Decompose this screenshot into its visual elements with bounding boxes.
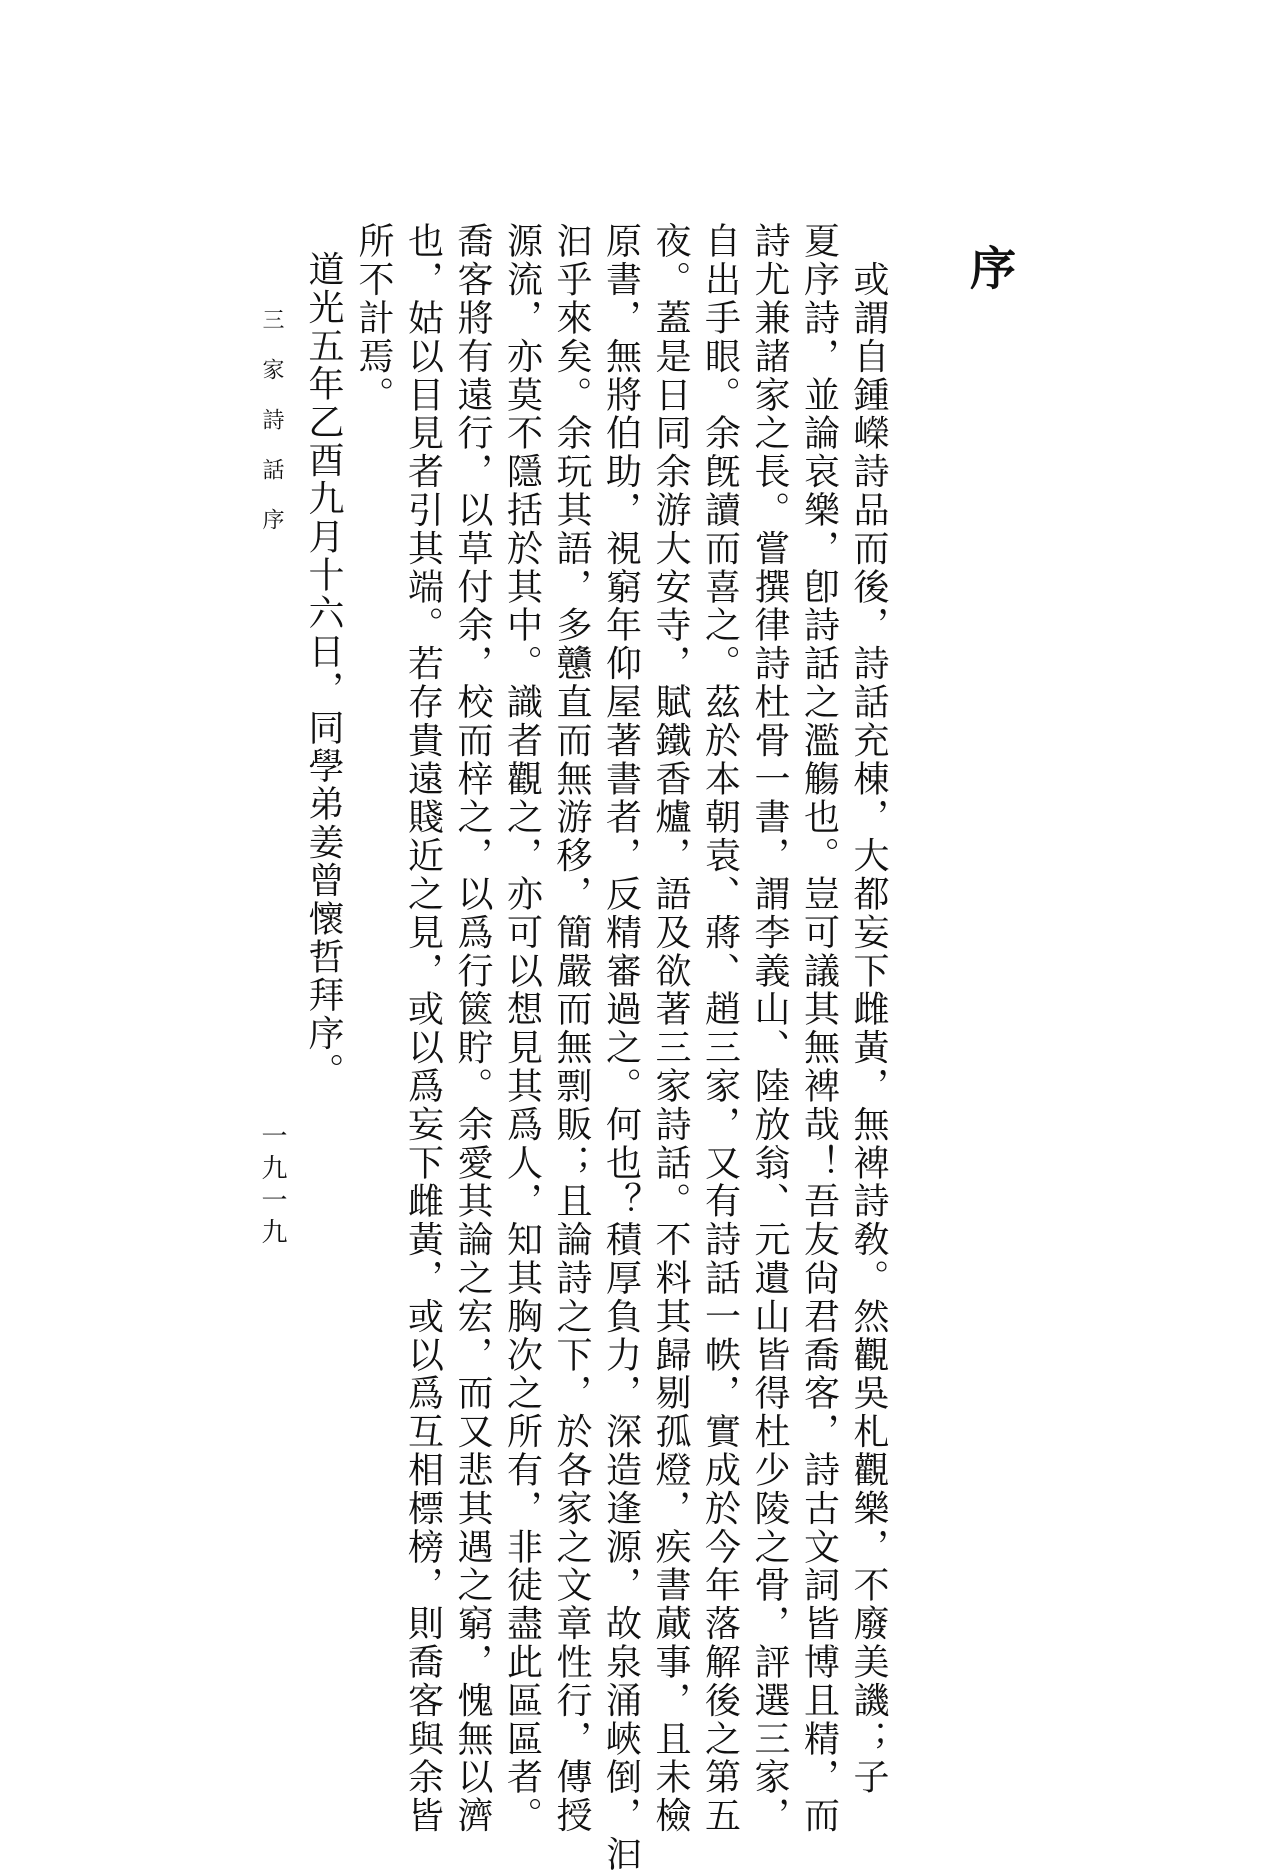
preface-body: [349, 222, 894, 1873]
preface-dateline: 道光五年乙酉九月十六日，同學弟姜曾懷哲拜序。: [303, 212, 344, 1091]
body-column: 自出手眼。余旣讀而喜之。茲於本朝袁、蔣、趙三家，又有詩話一帙，實成於今年落解後之第五: [699, 222, 741, 1835]
page-number: 一九一九: [257, 1122, 287, 1250]
body-column: 夏序詩，並論哀樂，卽詩話之濫觴也。豈可議其無裨哉！吾友尙君喬客，詩古文詞皆博且精，而: [798, 222, 840, 1835]
body-column: 喬客將有遠行，以草付余，校而梓之，以爲行篋貯。余愛其論之宏，而又悲其遇之窮，愧無以濟: [452, 222, 493, 1835]
body-column: 所不計焉。: [353, 222, 394, 414]
body-column: 夜。蓋是日同余游大安寺，賦鐵香爐，語及欲著三家詩話。不料其歸剔孤燈，疾書蕆事，且未檢: [650, 222, 691, 1835]
preface-heading: 序: [963, 244, 1017, 290]
body-column: 源流，亦莫不隱括於其中。識者觀之，亦可以想見其爲人，知其胸次之所有，非徒盡此區區者。: [501, 222, 543, 1835]
body-column: 汩乎來矣。余玩其語，多戇直而無游移，簡嚴而無剽販；且論詩之下，於各家之文章性行，傳授: [551, 222, 592, 1835]
running-title: 三家詩話序: [259, 308, 284, 558]
body-column: 也，姑以目見者引其端。若存貴遠賤近之見，或以爲妄下雌黃，或以爲互相標榜，則喬客與余皆: [402, 222, 444, 1835]
body-column: 原書，無將伯助，視窮年仰屋著書者，反精審過之。何也？積厚負力，深造逢源，故泉涌峽倒，汩: [600, 222, 642, 1873]
body-column: 詩尤兼諸家之長。嘗撰律詩杜骨一書，謂李義山、陸放翁、元遺山皆得杜少陵之骨，評選三家，: [749, 222, 790, 1835]
body-column: 或謂自鍾嶸詩品而後，詩話充棟，大都妄下雌黃，無裨詩敎。然觀吳札觀樂，不廢美譏；子: [848, 222, 889, 1797]
